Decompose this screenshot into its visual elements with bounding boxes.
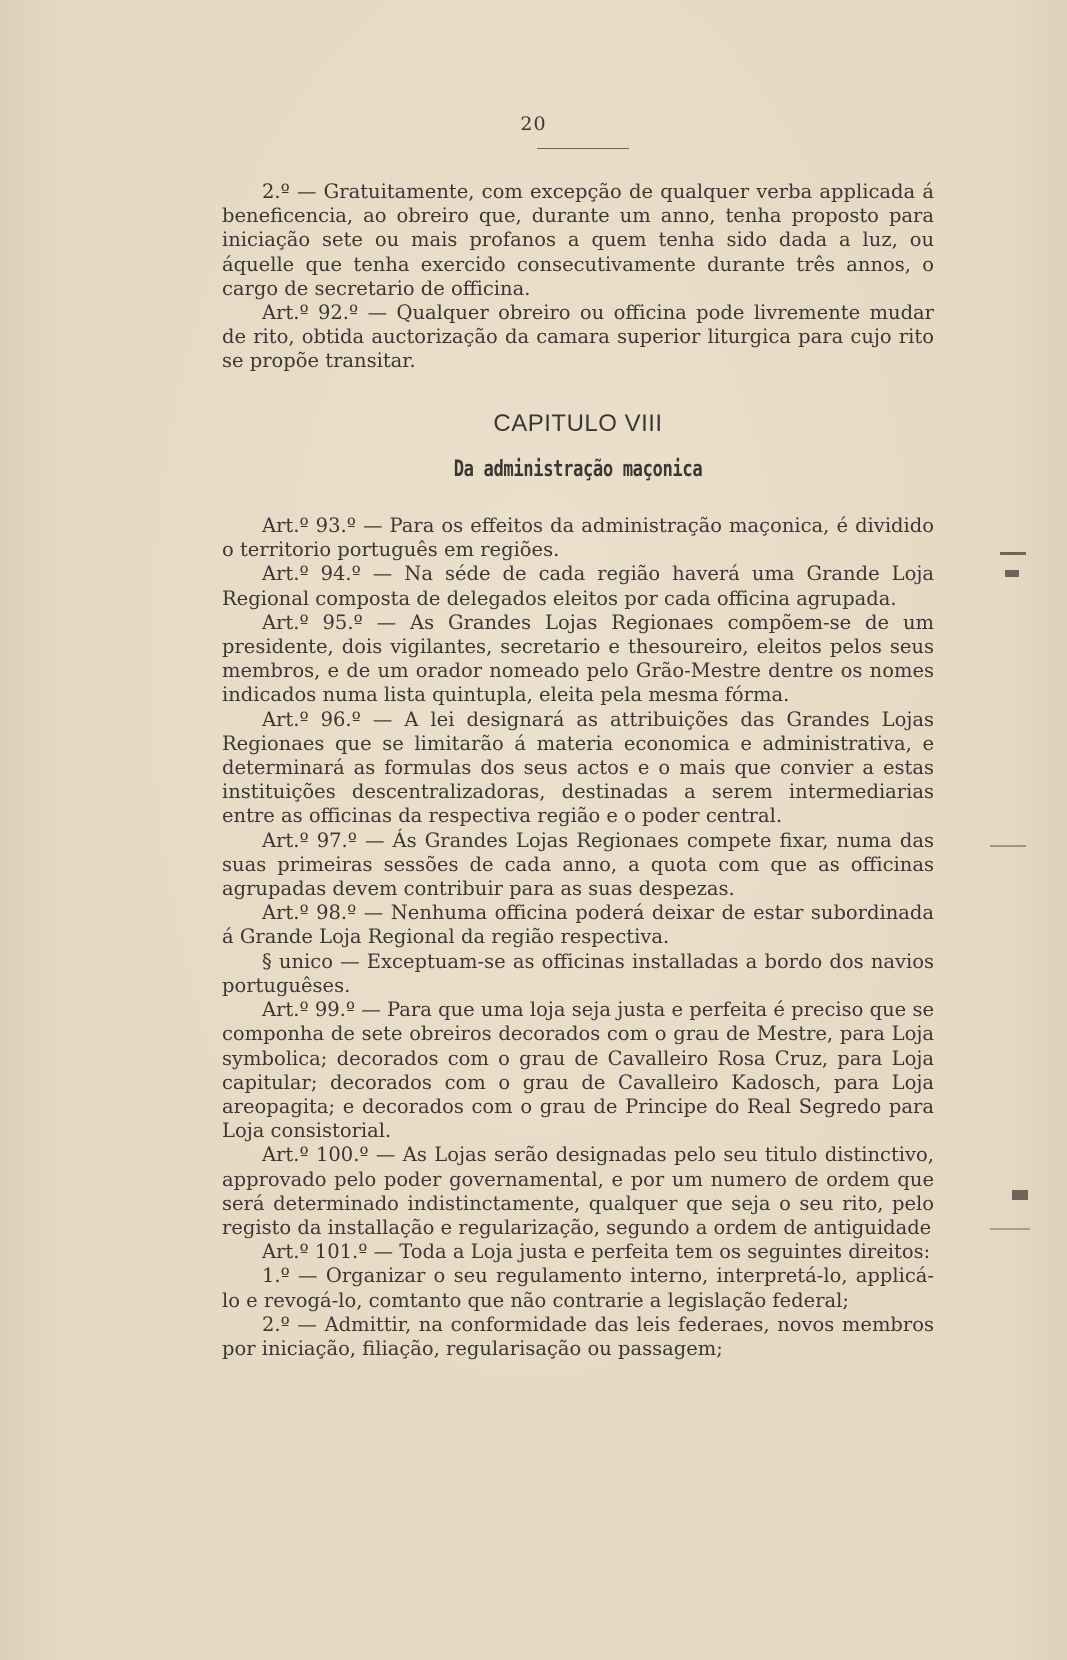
paragraph-art-98-unico: § unico — Exceptuam-se as officinas installadas a bordo dos navios portuguêses. (222, 949, 934, 997)
paragraph-art-97: Art.º 97.º — Ás Grandes Lojas Regionaes compete fixar, numa das suas primeiras sessões de cada anno, a quota com que as officinas agrupadas devem contribuir para as suas despezas. (222, 828, 934, 901)
chapter-title: CAPITULO VIII (493, 409, 663, 437)
ink-speck (990, 1228, 1030, 1230)
chapter-subtitle: Da administração maçonica (453, 456, 703, 482)
ink-speck (1005, 570, 1019, 577)
paragraph-art-98: Art.º 98.º — Nenhuma officina poderá deixar de estar subordinada á Grande Loja Regional da região respectiva. (222, 901, 934, 949)
paragraph-art-101-item-2: 2.º — Admittir, na conformidade das leis federaes, novos membros por iniciação, filiação, regularisação ou passagem; (222, 1312, 934, 1360)
paragraph-art-92: Art.º 92.º — Qualquer obreiro ou officina pode livremente mudar de rito, obtida auctorização da camara superior liturgica para cujo rito se propõe transitar. (222, 301, 934, 373)
paragraph-gratuitamente: 2.º — Gratuitamente, com excepção de qualquer verba applicada á beneficencia, ao obreiro que, durante um anno, tenha proposto para iniciação sete ou mais profanos a quem tenha sido dada a luz, ou áquelle que tenha exercido consecutivamente durante três annos, o cargo de secretario de officina. (222, 180, 934, 300)
paragraph-art-96: Art.º 96.º — A lei designará as attribuições das Grandes Lojas Regionaes que se limitarão á materia economica e administrativa, e determinará as formulas dos seus actos e o mais que convier a estas instituições descentralizadoras, destinadas a serem intermediarias entre as officinas da respectiva região e o poder central. (222, 707, 934, 828)
paragraph-art-94: Art.º 94.º — Na séde de cada região haverá uma Grande Loja Regional composta de delegados eleitos por cada officina agrupada. (222, 562, 934, 610)
paragraph-art-99: Art.º 99.º — Para que uma loja seja justa e perfeita é preciso que se componha de sete obreiros decorados com o grau de Mestre, para Loja symbolica; decorados com o grau de Cavalleiro Rosa Cruz, para Loja capitular; decorados com o grau de Cavalleiro Kadosch, para Loja areopagita; e decorados com o grau de Principe do Real Segredo para Loja consistorial. (222, 998, 934, 1143)
ink-speck (1000, 552, 1026, 555)
paragraph-art-100: Art.º 100.º — As Lojas serão designadas pelo seu titulo distinctivo, approvado pelo poder governamental, e por um numero de ordem que será determinado indistinctamente, qualquer que seja o seu rito, pelo registo da installação e regularização, segundo a ordem de antiguidade (222, 1143, 934, 1239)
page-number: 20 (520, 113, 547, 135)
page-number-rule (537, 148, 629, 149)
ink-speck (1012, 1190, 1028, 1200)
paragraph-art-101-item-1: 1.º — Organizar o seu regulamento interno, interpretá-lo, applicá-lo e revogá-lo, comtanto que não contrarie a legislação federal; (222, 1264, 934, 1312)
paragraph-art-93: Art.º 93.º — Para os effeitos da administração maçonica, é dividido o territorio português em regiões. (222, 514, 934, 562)
paragraph-art-101: Art.º 101.º — Toda a Loja justa e perfeita tem os seguintes direitos: (262, 1240, 931, 1264)
body-text (222, 180, 934, 1361)
paragraph-art-95: Art.º 95.º — As Grandes Lojas Regionaes compõem-se de um presidente, dois vigilantes, secretario e thesoureiro, eleitos pelos seus membros, e de um orador nomeado pelo Grão-Mestre dentre os nomes indicados numa lista quintupla, eleita pela mesma fórma. (222, 610, 934, 707)
ink-speck (990, 845, 1026, 847)
